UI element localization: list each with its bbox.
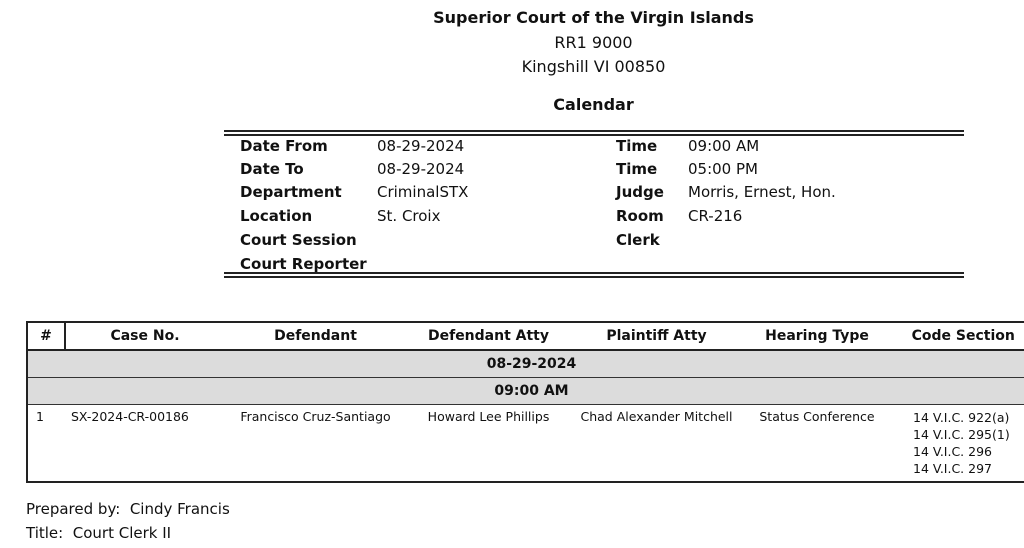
code-section-item: 14 V.I.C. 296 xyxy=(913,444,992,459)
department-label: Department xyxy=(240,183,342,201)
address-line-1: RR1 9000 xyxy=(554,33,633,52)
date-from-label: Date From xyxy=(240,137,328,155)
info-bottom-rule-2 xyxy=(224,276,964,278)
defendant-attorney: Howard Lee Phillips xyxy=(407,405,570,483)
col-plaintiff-atty: Plaintiff Atty xyxy=(570,322,743,350)
col-case-no: Case No. xyxy=(65,322,224,350)
case-number: SX-2024-CR-00186 xyxy=(65,405,224,483)
plaintiff-attorney: Chad Alexander Mitchell xyxy=(570,405,743,483)
room-value: CR-216 xyxy=(688,207,743,225)
court-reporter-label: Court Reporter xyxy=(240,255,367,273)
code-section-item: 14 V.I.C. 297 xyxy=(913,461,992,476)
time-band-row xyxy=(27,378,1024,405)
info-top-rule-2 xyxy=(224,134,964,136)
time-band: 09:00 AM xyxy=(27,378,1024,405)
date-from-value: 08-29-2024 xyxy=(377,137,465,155)
prepared-by-value: Cindy Francis xyxy=(129,500,230,518)
date-band-row xyxy=(27,350,1024,378)
hearing-type: Status Conference xyxy=(743,405,891,483)
col-defendant: Defendant xyxy=(224,322,407,350)
date-band: 08-29-2024 xyxy=(27,350,1024,378)
info-bottom-rule xyxy=(224,272,964,274)
title-line xyxy=(26,524,171,542)
title-value: Court Clerk II xyxy=(72,524,172,542)
code-sections xyxy=(891,405,1024,483)
clerk-label: Clerk xyxy=(616,231,660,249)
row-number: 1 xyxy=(27,405,65,483)
judge-value: Morris, Ernest, Hon. xyxy=(688,183,836,201)
code-section-item: 14 V.I.C. 295(1) xyxy=(913,427,1010,442)
info-top-rule xyxy=(224,130,964,132)
location-value: St. Croix xyxy=(377,207,441,225)
address-line-2: Kingshill VI 00850 xyxy=(521,57,666,76)
calendar-table xyxy=(26,321,1024,483)
col-code-section: Code Section xyxy=(891,322,1024,350)
date-to-value: 08-29-2024 xyxy=(377,160,465,178)
table-header-row xyxy=(27,322,1024,350)
col-number: # xyxy=(27,322,65,350)
prepared-by-line xyxy=(26,500,230,518)
title-label: Title: xyxy=(26,524,64,542)
prepared-by-label: Prepared by: xyxy=(26,500,121,518)
time-end-value: 05:00 PM xyxy=(688,160,758,178)
col-defendant-atty: Defendant Atty xyxy=(407,322,570,350)
time-end-label: Time xyxy=(616,160,658,178)
table-row xyxy=(27,405,1024,483)
time-start-value: 09:00 AM xyxy=(688,137,760,155)
court-session-label: Court Session xyxy=(240,231,357,249)
code-section-item: 14 V.I.C. 922(a) xyxy=(913,410,1010,425)
court-name: Superior Court of the Virgin Islands xyxy=(433,8,754,27)
location-label: Location xyxy=(240,207,313,225)
defendant-name: Francisco Cruz-Santiago xyxy=(224,405,407,483)
document-title: Calendar xyxy=(553,95,634,114)
date-to-label: Date To xyxy=(240,160,304,178)
judge-label: Judge xyxy=(616,183,664,201)
room-label: Room xyxy=(616,207,664,225)
col-hearing-type: Hearing Type xyxy=(743,322,891,350)
time-start-label: Time xyxy=(616,137,658,155)
department-value: CriminalSTX xyxy=(377,183,469,201)
